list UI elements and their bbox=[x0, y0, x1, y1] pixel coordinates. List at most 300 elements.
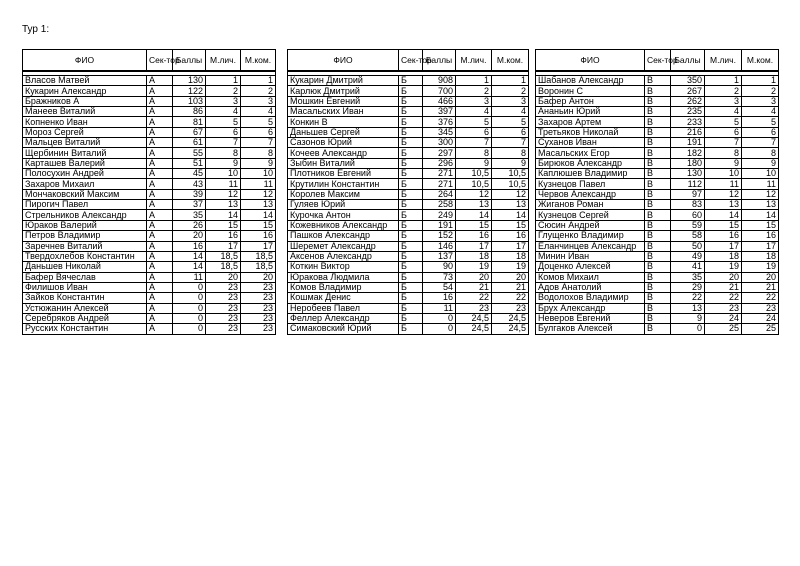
cell-points: 466 bbox=[423, 96, 456, 106]
cell-place-personal: 5 bbox=[705, 117, 742, 127]
cell-place-personal: 2 bbox=[206, 86, 241, 96]
cell-name: Адов Анатолий bbox=[536, 282, 645, 292]
cell-name: Юраков Валерий bbox=[23, 220, 147, 230]
cell-place-team: 15 bbox=[241, 220, 276, 230]
cell-points: 26 bbox=[173, 220, 206, 230]
cell-place-personal: 23 bbox=[206, 282, 241, 292]
cell-name: Симаковский Юрий bbox=[288, 324, 399, 334]
table-row bbox=[23, 282, 276, 292]
cell-sector: В bbox=[645, 313, 671, 323]
table-header-row bbox=[288, 50, 529, 72]
cell-sector: Б bbox=[399, 231, 423, 241]
table-row bbox=[536, 241, 779, 251]
cell-place-personal: 3 bbox=[206, 96, 241, 106]
cell-place-team: 15 bbox=[742, 220, 779, 230]
table-row bbox=[536, 282, 779, 292]
cell-name: Даньшев Николай bbox=[23, 262, 147, 272]
cell-place-team: 24,5 bbox=[492, 313, 529, 323]
cell-place-team: 20 bbox=[241, 272, 276, 282]
cell-sector: В bbox=[645, 272, 671, 282]
table-row bbox=[536, 251, 779, 261]
cell-place-team: 5 bbox=[241, 117, 276, 127]
header-points: Баллы bbox=[671, 50, 705, 72]
cell-sector: А bbox=[147, 138, 173, 148]
cell-points: 300 bbox=[423, 138, 456, 148]
cell-place-personal: 1 bbox=[705, 76, 742, 86]
cell-sector: А bbox=[147, 324, 173, 334]
cell-name: Брух Александр bbox=[536, 303, 645, 313]
cell-name: Масальских Егор bbox=[536, 148, 645, 158]
cell-place-team: 11 bbox=[742, 179, 779, 189]
cell-place-personal: 14 bbox=[705, 210, 742, 220]
cell-place-team: 3 bbox=[742, 96, 779, 106]
table-row bbox=[288, 251, 529, 261]
cell-place-team: 22 bbox=[492, 293, 529, 303]
cell-points: 376 bbox=[423, 117, 456, 127]
cell-points: 191 bbox=[671, 138, 705, 148]
cell-points: 14 bbox=[173, 262, 206, 272]
cell-sector: А bbox=[147, 282, 173, 292]
cell-sector: Б bbox=[399, 200, 423, 210]
cell-place-personal: 5 bbox=[456, 117, 492, 127]
cell-name: Бафер Антон bbox=[536, 96, 645, 106]
cell-name: Захаров Михаил bbox=[23, 179, 147, 189]
table-row bbox=[288, 272, 529, 282]
cell-points: 296 bbox=[423, 158, 456, 168]
cell-name: Бирюков Александр bbox=[536, 158, 645, 168]
cell-place-personal: 10,5 bbox=[456, 179, 492, 189]
cell-place-personal: 4 bbox=[705, 107, 742, 117]
cell-points: 271 bbox=[423, 179, 456, 189]
cell-sector: В bbox=[645, 148, 671, 158]
cell-place-personal: 24 bbox=[705, 313, 742, 323]
cell-sector: Б bbox=[399, 282, 423, 292]
table-row bbox=[536, 107, 779, 117]
cell-points: 0 bbox=[423, 313, 456, 323]
cell-points: 67 bbox=[173, 127, 206, 137]
cell-name: Манеев Виталий bbox=[23, 107, 147, 117]
cell-name: Воронин С bbox=[536, 86, 645, 96]
cell-place-personal: 23 bbox=[206, 293, 241, 303]
cell-points: 81 bbox=[173, 117, 206, 127]
cell-sector: Б bbox=[399, 324, 423, 334]
cell-place-personal: 8 bbox=[206, 148, 241, 158]
cell-place-team: 16 bbox=[492, 231, 529, 241]
cell-place-team: 23 bbox=[241, 324, 276, 334]
cell-name: Жиганов Роман bbox=[536, 200, 645, 210]
cell-place-personal: 23 bbox=[206, 313, 241, 323]
cell-points: 83 bbox=[671, 200, 705, 210]
cell-sector: Б bbox=[399, 158, 423, 168]
cell-place-personal: 23 bbox=[456, 303, 492, 313]
cell-place-team: 1 bbox=[492, 76, 529, 86]
table-row bbox=[288, 86, 529, 96]
cell-name: Петров Владимир bbox=[23, 231, 147, 241]
cell-sector: Б bbox=[399, 251, 423, 261]
cell-name: Карташев Валерий bbox=[23, 158, 147, 168]
table-row bbox=[536, 138, 779, 148]
table-row bbox=[536, 303, 779, 313]
cell-points: 35 bbox=[671, 272, 705, 282]
table-row bbox=[288, 262, 529, 272]
cell-place-team: 16 bbox=[742, 231, 779, 241]
table-row bbox=[288, 282, 529, 292]
cell-name: Шеремет Александр bbox=[288, 241, 399, 251]
header-place-personal: М.лич. bbox=[206, 50, 241, 72]
cell-sector: В bbox=[645, 241, 671, 251]
cell-place-team: 16 bbox=[241, 231, 276, 241]
cell-points: 11 bbox=[173, 272, 206, 282]
cell-sector: Б bbox=[399, 262, 423, 272]
cell-sector: Б bbox=[399, 179, 423, 189]
cell-place-personal: 9 bbox=[456, 158, 492, 168]
cell-sector: В bbox=[645, 293, 671, 303]
cell-place-personal: 4 bbox=[456, 107, 492, 117]
cell-name: Плотников Евгений bbox=[288, 169, 399, 179]
table-row bbox=[536, 148, 779, 158]
cell-place-team: 3 bbox=[492, 96, 529, 106]
header-name: ФИО bbox=[23, 50, 147, 72]
cell-place-team: 12 bbox=[241, 189, 276, 199]
cell-name: Глущенко Владимир bbox=[536, 231, 645, 241]
table-row bbox=[23, 272, 276, 282]
cell-place-personal: 15 bbox=[705, 220, 742, 230]
cell-points: 700 bbox=[423, 86, 456, 96]
cell-place-personal: 13 bbox=[456, 200, 492, 210]
cell-name: Королев Максим bbox=[288, 189, 399, 199]
cell-place-personal: 1 bbox=[206, 76, 241, 86]
cell-sector: Б bbox=[399, 96, 423, 106]
cell-sector: Б bbox=[399, 210, 423, 220]
cell-name: Мошкин Евгений bbox=[288, 96, 399, 106]
cell-place-personal: 2 bbox=[705, 86, 742, 96]
cell-place-personal: 5 bbox=[206, 117, 241, 127]
cell-place-team: 19 bbox=[492, 262, 529, 272]
cell-place-personal: 8 bbox=[705, 148, 742, 158]
table-row bbox=[23, 303, 276, 313]
cell-place-personal: 20 bbox=[705, 272, 742, 282]
cell-points: 191 bbox=[423, 220, 456, 230]
cell-place-team: 7 bbox=[492, 138, 529, 148]
table-row bbox=[23, 148, 276, 158]
table-row bbox=[23, 86, 276, 96]
cell-place-team: 1 bbox=[241, 76, 276, 86]
cell-name: Третьяков Николай bbox=[536, 127, 645, 137]
cell-sector: В bbox=[645, 127, 671, 137]
cell-place-team: 18 bbox=[492, 251, 529, 261]
cell-points: 350 bbox=[671, 76, 705, 86]
table-row bbox=[288, 107, 529, 117]
table-row bbox=[23, 179, 276, 189]
cell-place-personal: 21 bbox=[705, 282, 742, 292]
cell-sector: В bbox=[645, 76, 671, 86]
cell-name: Бражников А bbox=[23, 96, 147, 106]
cell-sector: В bbox=[645, 251, 671, 261]
cell-place-team: 21 bbox=[742, 282, 779, 292]
table-row bbox=[23, 189, 276, 199]
cell-place-personal: 13 bbox=[206, 200, 241, 210]
cell-place-personal: 21 bbox=[456, 282, 492, 292]
cell-sector: В bbox=[645, 210, 671, 220]
cell-sector: А bbox=[147, 158, 173, 168]
cell-points: 908 bbox=[423, 76, 456, 86]
cell-points: 137 bbox=[423, 251, 456, 261]
cell-points: 0 bbox=[173, 282, 206, 292]
cell-points: 397 bbox=[423, 107, 456, 117]
cell-name: Конкин В bbox=[288, 117, 399, 127]
cell-name: Кузнецов Сергей bbox=[536, 210, 645, 220]
cell-name: Устюжанин Алексей bbox=[23, 303, 147, 313]
cell-sector: Б bbox=[399, 169, 423, 179]
cell-sector: А bbox=[147, 262, 173, 272]
cell-place-team: 8 bbox=[492, 148, 529, 158]
cell-place-personal: 14 bbox=[456, 210, 492, 220]
cell-points: 41 bbox=[671, 262, 705, 272]
cell-place-personal: 9 bbox=[705, 158, 742, 168]
table-row bbox=[288, 138, 529, 148]
table-row bbox=[23, 169, 276, 179]
header-sector: Сек-тор bbox=[147, 50, 173, 72]
cell-place-team: 20 bbox=[492, 272, 529, 282]
cell-points: 233 bbox=[671, 117, 705, 127]
cell-points: 16 bbox=[423, 293, 456, 303]
cell-sector: В bbox=[645, 117, 671, 127]
table-row bbox=[288, 241, 529, 251]
cell-place-personal: 11 bbox=[206, 179, 241, 189]
table-row bbox=[23, 117, 276, 127]
cell-sector: А bbox=[147, 169, 173, 179]
cell-points: 0 bbox=[173, 293, 206, 303]
cell-name: Заречнев Виталий bbox=[23, 241, 147, 251]
cell-name: Кошмак Денис bbox=[288, 293, 399, 303]
cell-name: Юракова Людмила bbox=[288, 272, 399, 282]
cell-points: 39 bbox=[173, 189, 206, 199]
cell-place-team: 23 bbox=[241, 293, 276, 303]
cell-name: Неверов Евгений bbox=[536, 313, 645, 323]
table-row bbox=[536, 86, 779, 96]
cell-name: Захаров Артем bbox=[536, 117, 645, 127]
cell-place-team: 23 bbox=[241, 303, 276, 313]
cell-sector: В bbox=[645, 169, 671, 179]
table-row bbox=[288, 210, 529, 220]
cell-place-personal: 25 bbox=[705, 324, 742, 334]
cell-place-personal: 20 bbox=[206, 272, 241, 282]
table-row bbox=[288, 179, 529, 189]
cell-place-personal: 15 bbox=[206, 220, 241, 230]
cell-points: 262 bbox=[671, 96, 705, 106]
table-row bbox=[23, 76, 276, 86]
cell-sector: В bbox=[645, 107, 671, 117]
cell-name: Кукарин Александр bbox=[23, 86, 147, 96]
header-points: Баллы bbox=[423, 50, 456, 72]
header-place-personal: М.лич. bbox=[705, 50, 742, 72]
cell-name: Червов Александр bbox=[536, 189, 645, 199]
cell-place-personal: 16 bbox=[705, 231, 742, 241]
cell-place-personal: 14 bbox=[206, 210, 241, 220]
cell-points: 267 bbox=[671, 86, 705, 96]
cell-name: Комов Владимир bbox=[288, 282, 399, 292]
cell-points: 345 bbox=[423, 127, 456, 137]
table-row bbox=[536, 158, 779, 168]
cell-name: Карлюк Дмитрий bbox=[288, 86, 399, 96]
table-row bbox=[23, 200, 276, 210]
cell-points: 86 bbox=[173, 107, 206, 117]
table-header-row bbox=[23, 50, 276, 72]
cell-points: 59 bbox=[671, 220, 705, 230]
cell-points: 13 bbox=[671, 303, 705, 313]
results-table-sector-b bbox=[287, 49, 529, 335]
cell-place-team: 18,5 bbox=[241, 262, 276, 272]
cell-place-personal: 4 bbox=[206, 107, 241, 117]
cell-place-personal: 16 bbox=[206, 231, 241, 241]
cell-place-team: 8 bbox=[742, 148, 779, 158]
cell-points: 90 bbox=[423, 262, 456, 272]
cell-place-team: 17 bbox=[742, 241, 779, 251]
cell-points: 22 bbox=[671, 293, 705, 303]
cell-points: 0 bbox=[173, 303, 206, 313]
cell-place-team: 17 bbox=[492, 241, 529, 251]
cell-points: 51 bbox=[173, 158, 206, 168]
cell-place-personal: 7 bbox=[705, 138, 742, 148]
cell-sector: В bbox=[645, 220, 671, 230]
cell-place-personal: 18,5 bbox=[206, 262, 241, 272]
cell-sector: А bbox=[147, 200, 173, 210]
cell-sector: Б bbox=[399, 148, 423, 158]
cell-sector: В bbox=[645, 303, 671, 313]
cell-place-team: 17 bbox=[241, 241, 276, 251]
cell-place-team: 20 bbox=[742, 272, 779, 282]
table-row bbox=[23, 251, 276, 261]
cell-name: Шабанов Александр bbox=[536, 76, 645, 86]
header-sector: Сек-тор bbox=[645, 50, 671, 72]
cell-place-personal: 23 bbox=[206, 303, 241, 313]
table-row bbox=[23, 138, 276, 148]
table-row bbox=[288, 158, 529, 168]
cell-points: 180 bbox=[671, 158, 705, 168]
cell-sector: В bbox=[645, 179, 671, 189]
cell-name: Мальцев Виталий bbox=[23, 138, 147, 148]
cell-name: Неробеев Павел bbox=[288, 303, 399, 313]
cell-sector: Б bbox=[399, 76, 423, 86]
cell-sector: А bbox=[147, 303, 173, 313]
cell-sector: В bbox=[645, 158, 671, 168]
cell-place-team: 10,5 bbox=[492, 179, 529, 189]
table-row bbox=[536, 189, 779, 199]
cell-name: Масальских Иван bbox=[288, 107, 399, 117]
cell-sector: Б bbox=[399, 303, 423, 313]
cell-sector: Б bbox=[399, 241, 423, 251]
cell-sector: А bbox=[147, 179, 173, 189]
cell-place-personal: 18,5 bbox=[206, 251, 241, 261]
cell-points: 97 bbox=[671, 189, 705, 199]
table-row bbox=[288, 303, 529, 313]
cell-name: Феллер Александр bbox=[288, 313, 399, 323]
table-row bbox=[536, 127, 779, 137]
cell-points: 297 bbox=[423, 148, 456, 158]
table-row bbox=[536, 76, 779, 86]
cell-name: Коткин Виктор bbox=[288, 262, 399, 272]
cell-place-personal: 6 bbox=[206, 127, 241, 137]
cell-points: 0 bbox=[423, 324, 456, 334]
table-row bbox=[536, 200, 779, 210]
cell-place-personal: 3 bbox=[705, 96, 742, 106]
cell-points: 20 bbox=[173, 231, 206, 241]
cell-place-team: 14 bbox=[742, 210, 779, 220]
cell-name: Пирогич Павел bbox=[23, 200, 147, 210]
header-name: ФИО bbox=[288, 50, 399, 72]
table-row bbox=[288, 324, 529, 334]
cell-place-personal: 23 bbox=[705, 303, 742, 313]
cell-sector: Б bbox=[399, 313, 423, 323]
cell-place-team: 6 bbox=[492, 127, 529, 137]
cell-name: Водолохов Владимир bbox=[536, 293, 645, 303]
table-row bbox=[23, 210, 276, 220]
cell-name: Булгаков Алексей bbox=[536, 324, 645, 334]
cell-points: 0 bbox=[173, 324, 206, 334]
cell-points: 29 bbox=[671, 282, 705, 292]
cell-place-team: 9 bbox=[492, 158, 529, 168]
cell-sector: В bbox=[645, 262, 671, 272]
cell-sector: А bbox=[147, 231, 173, 241]
cell-place-team: 5 bbox=[492, 117, 529, 127]
cell-place-personal: 24,5 bbox=[456, 324, 492, 334]
cell-points: 271 bbox=[423, 169, 456, 179]
cell-points: 152 bbox=[423, 231, 456, 241]
cell-points: 146 bbox=[423, 241, 456, 251]
table-row bbox=[536, 220, 779, 230]
cell-place-personal: 9 bbox=[206, 158, 241, 168]
cell-name: Щербинин Виталий bbox=[23, 148, 147, 158]
cell-points: 9 bbox=[671, 313, 705, 323]
cell-sector: В bbox=[645, 138, 671, 148]
cell-place-team: 14 bbox=[492, 210, 529, 220]
cell-sector: А bbox=[147, 127, 173, 137]
cell-name: Пашков Александр bbox=[288, 231, 399, 241]
cell-place-team: 23 bbox=[492, 303, 529, 313]
cell-place-team: 7 bbox=[742, 138, 779, 148]
table-row bbox=[288, 313, 529, 323]
cell-place-team: 13 bbox=[241, 200, 276, 210]
table-row bbox=[23, 158, 276, 168]
cell-place-personal: 19 bbox=[456, 262, 492, 272]
table-row bbox=[536, 179, 779, 189]
cell-place-team: 7 bbox=[241, 138, 276, 148]
cell-name: Серебряков Андрей bbox=[23, 313, 147, 323]
cell-place-team: 23 bbox=[241, 282, 276, 292]
cell-points: 235 bbox=[671, 107, 705, 117]
cell-name: Зыбин Виталий bbox=[288, 158, 399, 168]
cell-sector: А bbox=[147, 220, 173, 230]
table-row bbox=[536, 210, 779, 220]
cell-name: Твердохлебов Константин bbox=[23, 251, 147, 261]
cell-place-team: 18,5 bbox=[241, 251, 276, 261]
cell-name: Ананьин Юрий bbox=[536, 107, 645, 117]
cell-place-team: 13 bbox=[742, 200, 779, 210]
cell-place-personal: 13 bbox=[705, 200, 742, 210]
cell-points: 54 bbox=[423, 282, 456, 292]
cell-place-personal: 10 bbox=[705, 169, 742, 179]
table-row bbox=[288, 220, 529, 230]
cell-sector: Б bbox=[399, 293, 423, 303]
cell-name: Суханов Иван bbox=[536, 138, 645, 148]
cell-place-team: 10,5 bbox=[492, 169, 529, 179]
cell-place-team: 10 bbox=[742, 169, 779, 179]
cell-name: Крутилин Константин bbox=[288, 179, 399, 189]
cell-place-team: 15 bbox=[492, 220, 529, 230]
cell-place-team: 13 bbox=[492, 200, 529, 210]
cell-place-personal: 1 bbox=[456, 76, 492, 86]
cell-place-personal: 16 bbox=[456, 231, 492, 241]
